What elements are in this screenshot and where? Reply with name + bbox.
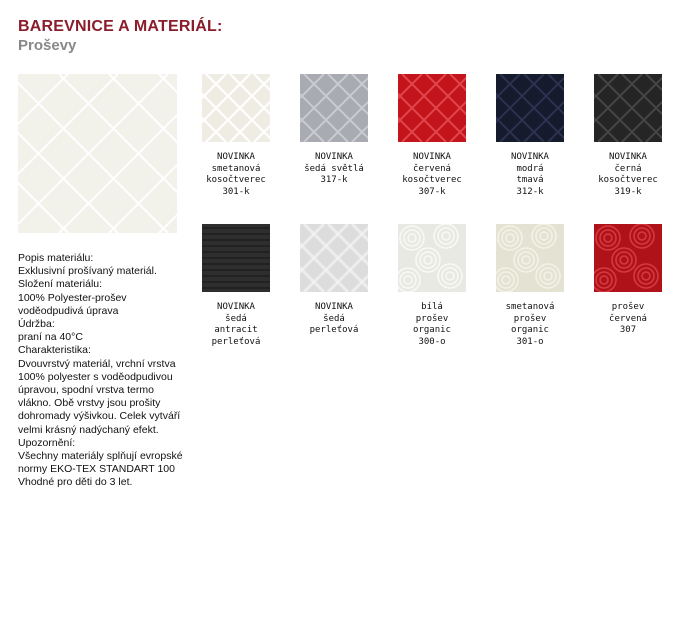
swatch-item xyxy=(490,74,570,198)
swatch-caption xyxy=(196,152,276,198)
swatch-caption-line: šedá světlá xyxy=(304,163,364,174)
desc-line: Exklusivní prošívaný materiál. xyxy=(18,265,157,278)
desc-line: Údržba: xyxy=(18,318,55,331)
swatch-caption-line: NOVINKA xyxy=(217,302,255,312)
swatch-caption-line: 307-k xyxy=(418,186,446,197)
swatch-caption-line: prošev xyxy=(415,313,449,324)
swatch-caption-line: smetanová xyxy=(211,163,261,174)
swatch-caption-line: NOVINKA xyxy=(217,152,255,162)
swatch-caption-line: antracit xyxy=(214,325,258,335)
swatch-caption-line: červená xyxy=(413,163,451,174)
swatch-caption xyxy=(490,152,570,198)
desc-line: Složení materiálu: xyxy=(18,278,103,291)
material-description xyxy=(18,252,188,490)
swatch-image xyxy=(398,224,466,292)
swatch-caption-line: prošev xyxy=(611,302,645,312)
swatch-image xyxy=(496,224,564,292)
swatch-image xyxy=(594,224,662,292)
swatch-image xyxy=(594,74,662,142)
desc-line: Popis materiálu: xyxy=(18,252,94,264)
swatch-caption-line: NOVINKA xyxy=(413,152,451,162)
swatch-caption xyxy=(392,302,472,348)
swatch-caption-line: 317-k xyxy=(320,175,348,185)
swatch-caption xyxy=(490,302,570,348)
swatch-caption-line: smetanová xyxy=(505,302,555,312)
swatch-image xyxy=(202,74,270,142)
swatch-caption-line: černá xyxy=(614,163,642,174)
swatch-caption-line: modrá xyxy=(516,163,544,174)
swatch-caption-line: prošev xyxy=(513,313,547,324)
swatch-caption-line: 307 xyxy=(619,325,637,335)
desc-line: Dvouvrstvý materiál, vrchní vrstva 100% polyester s voděodpudivou úpravou, spodní vrstva termo vlákno. Obě vrstvy jsou prošity dohromady výšivkou. Celek vytváří velmi krásný nadýchaný efekt. xyxy=(18,357,181,436)
main-material-image xyxy=(18,74,177,233)
swatch-caption-line: bílá xyxy=(421,302,443,312)
swatch-caption-line: 300-o xyxy=(418,336,446,347)
desc-line: Upozornění: xyxy=(18,436,76,449)
swatch-caption-line: organic xyxy=(511,325,549,335)
swatch-caption xyxy=(392,152,472,198)
desc-line: Charakteristika: xyxy=(18,344,91,357)
swatch-image xyxy=(300,74,368,142)
swatch-caption-line: perleťová xyxy=(309,325,359,335)
swatch-caption-line: NOVINKA xyxy=(315,302,353,312)
swatch-caption-line: 301-k xyxy=(222,186,250,197)
swatch-caption xyxy=(588,302,668,337)
swatch-caption-line: šedá xyxy=(323,313,345,324)
swatch-caption-line: kosočtverec xyxy=(402,175,462,185)
swatch-caption-line: 319-k xyxy=(614,186,642,197)
swatch-caption-line: 312-k xyxy=(516,186,544,197)
swatch-item xyxy=(196,74,276,198)
swatch-caption-line: perleťová xyxy=(211,336,261,347)
swatch-item xyxy=(588,224,668,337)
swatch-image xyxy=(202,224,270,292)
swatch-caption xyxy=(294,302,374,337)
desc-line: Všechny materiály splňují evropské normy EKO-TEX STANDART 100 xyxy=(18,450,183,476)
desc-line: Vhodné pro děti do 3 let. xyxy=(18,476,133,489)
swatch-caption xyxy=(196,302,276,348)
swatch-image xyxy=(300,224,368,292)
swatch-item xyxy=(196,224,276,348)
swatch-item xyxy=(490,224,570,348)
swatch-caption-line: tmavá xyxy=(516,175,544,185)
swatch-caption-line: NOVINKA xyxy=(315,152,353,162)
swatch-caption-line: NOVINKA xyxy=(511,152,549,162)
swatch-item xyxy=(588,74,668,198)
swatch-caption-line: kosočtverec xyxy=(598,175,658,185)
swatch-caption-line: kosočtverec xyxy=(206,175,266,185)
swatch-caption-line: červená xyxy=(609,313,647,324)
swatch-caption-line: šedá xyxy=(225,313,247,324)
swatch-item xyxy=(392,74,472,198)
desc-line: 100% Polyester-prošev voděodpudivá úprava xyxy=(18,291,127,317)
swatch-caption-line: organic xyxy=(413,325,451,335)
swatch-image xyxy=(398,74,466,142)
swatch-caption-line: NOVINKA xyxy=(609,152,647,162)
page-title: BAREVNICE A MATERIÁL: xyxy=(18,18,223,35)
swatch-item xyxy=(294,74,374,187)
desc-line: praní na 40°C xyxy=(18,331,83,344)
page-subtitle: Proševy xyxy=(18,37,77,54)
swatch-item xyxy=(294,224,374,337)
swatch-caption-line: 301-o xyxy=(516,336,544,347)
swatch-caption xyxy=(588,152,668,198)
swatch-image xyxy=(496,74,564,142)
swatch-item xyxy=(392,224,472,348)
swatch-caption xyxy=(294,152,374,187)
